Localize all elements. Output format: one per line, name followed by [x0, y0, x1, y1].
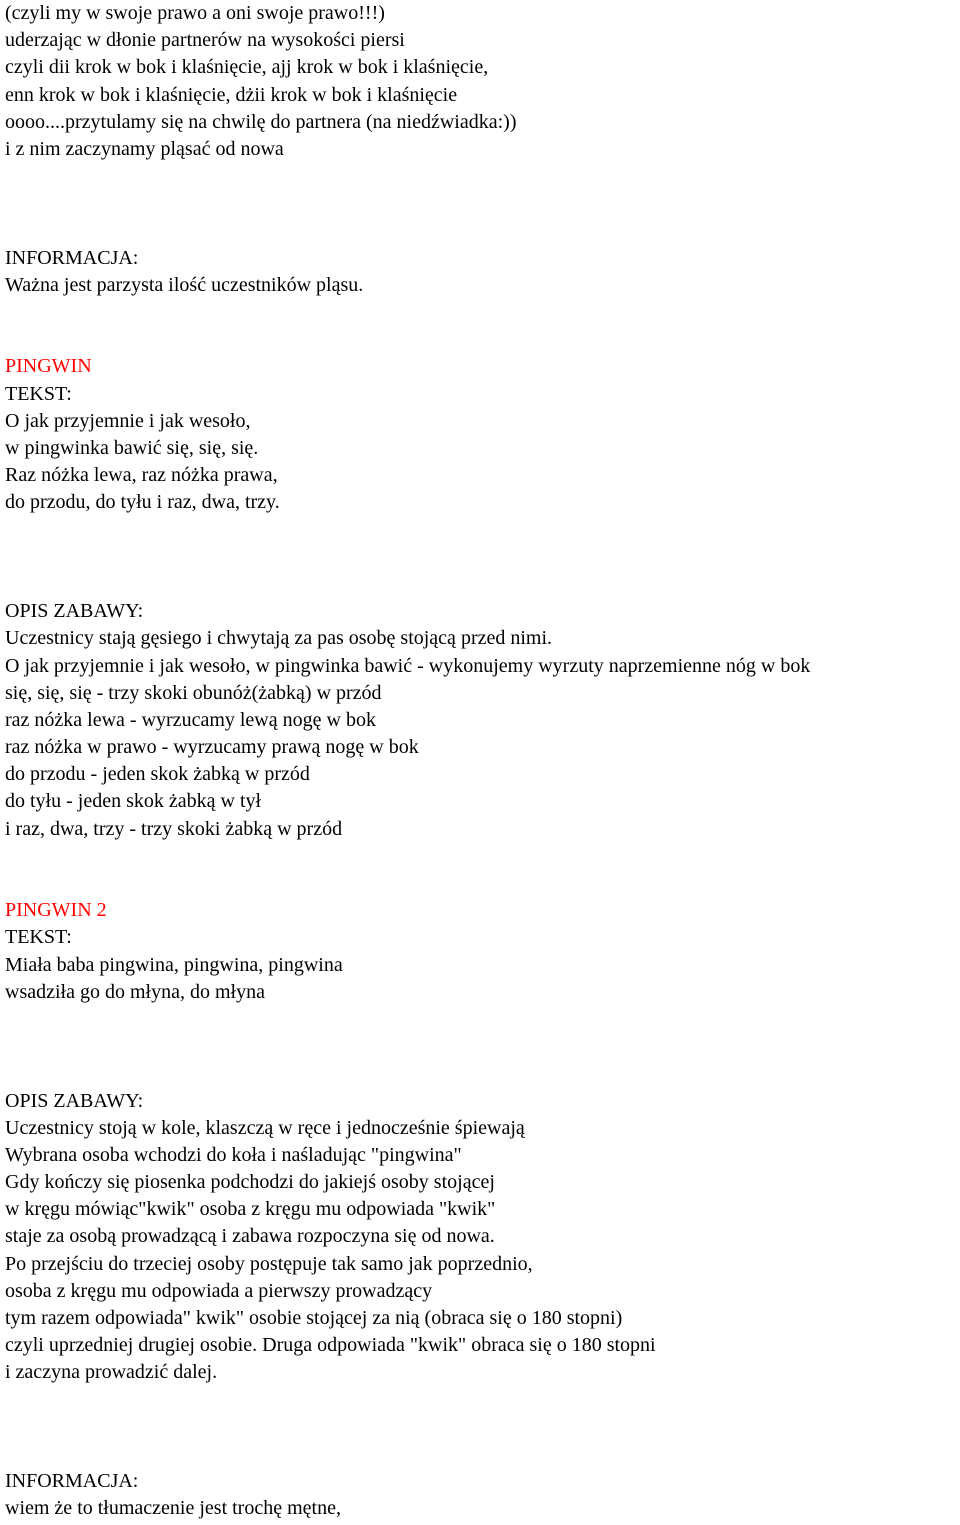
spacer — [5, 190, 957, 217]
description-line: i raz, dwa, trzy - trzy skoki żabką w przód — [5, 817, 343, 840]
description-line: do tyłu - jeden skok żabką w tył — [5, 790, 262, 813]
spacer — [5, 843, 957, 870]
description-line: Wybrana osoba wchodzi do koła i naśladując "pingwina" — [5, 1143, 462, 1166]
lyric-line: do przodu, do tyłu i raz, dwa, trzy. — [5, 491, 280, 514]
info-section — [5, 245, 957, 299]
intro-line: oooo....przytulamy się na chwilę do partnera (na niedźwiadka:)) — [5, 110, 517, 133]
description-line: czyli uprzedniej drugiej osobie. Druga odpowiada "kwik" obraca się o 180 stopni — [5, 1334, 656, 1357]
intro-line: czyli dii krok w bok i klaśnięcie, ajj krok w bok i klaśnięcie, — [5, 56, 489, 79]
description-line: raz nóżka w prawo - wyrzucamy prawą nogę w bok — [5, 736, 419, 759]
description-line: się, się, się - trzy skoki obunóż(żabką) w przód — [5, 681, 382, 704]
info-label: INFORMACJA: — [5, 1470, 139, 1493]
lyric-line: Raz nóżka lewa, raz nóżka prawa, — [5, 464, 278, 487]
description-line: Gdy kończy się piosenka podchodzi do jakiejś osoby stojącej — [5, 1171, 495, 1194]
spacer — [5, 1033, 957, 1060]
info-line: Ważna jest parzysta ilość uczestników pląsu. — [5, 273, 364, 296]
spacer — [5, 1441, 957, 1468]
spacer — [5, 163, 957, 190]
description-line: Uczestnicy stoją w kole, klaszczą w ręce i jednocześnie śpiewają — [5, 1116, 525, 1139]
info-section — [5, 1468, 957, 1522]
description-label: OPIS ZABAWY: — [5, 1089, 144, 1112]
description-line: raz nóżka lewa - wyrzucamy lewą nogę w bok — [5, 708, 376, 731]
intro-line: (czyli my w swoje prawo a oni swoje prawo!!!) — [5, 2, 385, 24]
description-line: w kręgu mówiąc"kwik" osoba z kręgu mu odpowiada "kwik" — [5, 1198, 496, 1221]
spacer — [5, 571, 957, 598]
intro-line: uderzając w dłonie partnerów na wysokości piersi — [5, 29, 405, 52]
spacer — [5, 1387, 957, 1414]
description-line: staje za osobą prowadzącą i zabawa rozpoczyna się od nowa. — [5, 1225, 495, 1248]
spacer — [5, 1414, 957, 1441]
lyric-line: Miała baba pingwina, pingwina, pingwina — [5, 953, 343, 976]
spacer — [5, 218, 957, 245]
spacer — [5, 299, 957, 326]
info-line: wiem że to tłumaczenie jest trochę mętne, — [5, 1497, 341, 1520]
info-label: INFORMACJA: — [5, 246, 139, 269]
description-line: tym razem odpowiada" kwik" osobie stojącej za nią (obraca się o 180 stopni) — [5, 1307, 623, 1329]
lyric-line: O jak przyjemnie i jak wesoło, — [5, 409, 251, 432]
spacer — [5, 517, 957, 544]
spacer — [5, 1060, 957, 1087]
lyric-line: wsadziła go do młyna, do młyna — [5, 980, 265, 1003]
intro-line: i z nim zaczynamy pląsać od nowa — [5, 137, 284, 160]
description-line: Uczestnicy stają gęsiego i chwytają za pas osobę stojącą przed nimi. — [5, 627, 553, 650]
spacer — [5, 870, 957, 897]
description-line: O jak przyjemnie i jak wesoło, w pingwinka bawić - wykonujemy wyrzuty naprzemienne nóg w bok — [5, 654, 811, 677]
document-page — [5, 0, 957, 1523]
intro-section — [5, 0, 957, 163]
description-line: do przodu - jeden skok żabką w przód — [5, 763, 310, 786]
pingwin-section — [5, 353, 957, 842]
spacer — [5, 544, 957, 571]
section-title: PINGWIN 2 — [5, 899, 107, 922]
section-title: PINGWIN — [5, 355, 92, 378]
spacer — [5, 326, 957, 353]
intro-line: enn krok w bok i klaśnięcie, dżii krok w bok i klaśnięcie — [5, 83, 458, 106]
description-line: i zaczyna prowadzić dalej. — [5, 1361, 218, 1384]
pingwin2-section — [5, 897, 957, 1386]
description-line: osoba z kręgu mu odpowiada a pierwszy prowadzący — [5, 1279, 433, 1302]
text-label: TEKST: — [5, 382, 72, 405]
description-label: OPIS ZABAWY: — [5, 600, 144, 623]
lyric-line: w pingwinka bawić się, się, się. — [5, 437, 259, 459]
text-label: TEKST: — [5, 926, 72, 949]
description-line: Po przejściu do trzeciej osoby postępuje tak samo jak poprzednio, — [5, 1252, 533, 1275]
spacer — [5, 1006, 957, 1033]
